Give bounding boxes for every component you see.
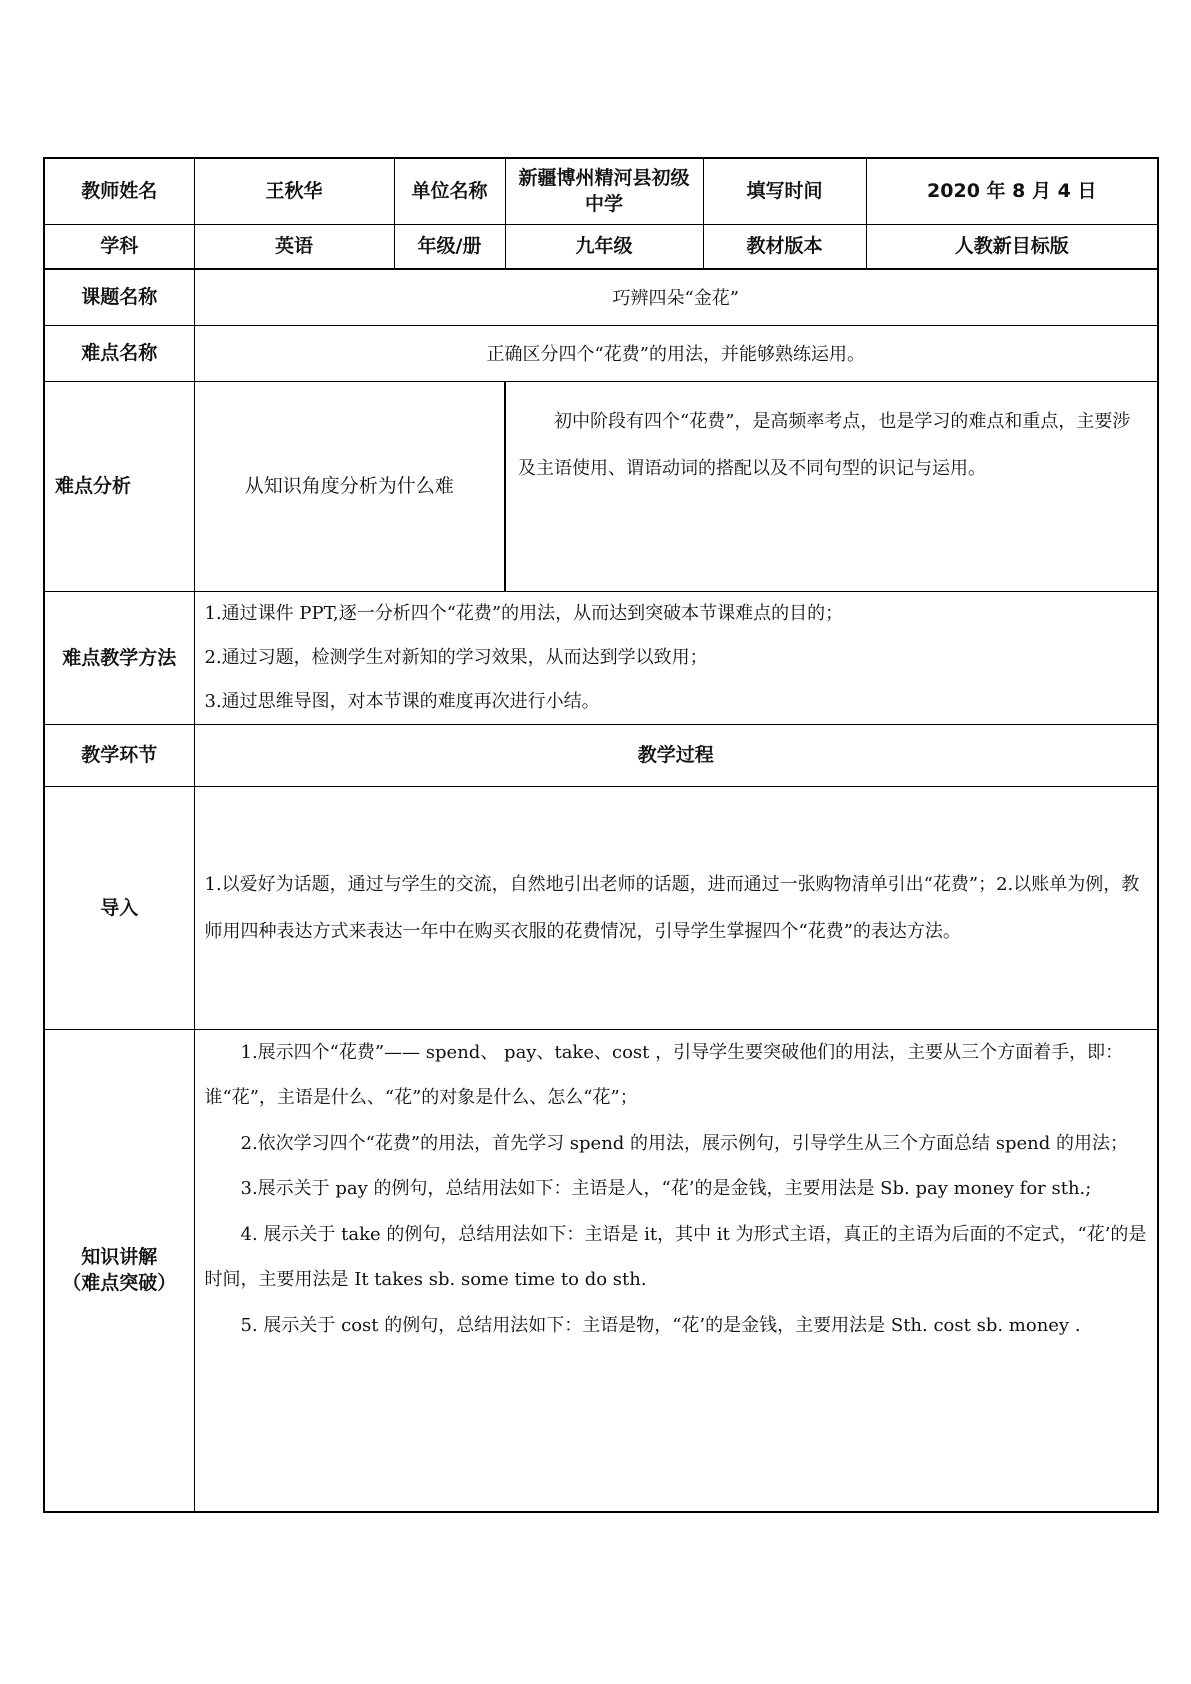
- process-label: 教学过程: [194, 724, 1158, 786]
- difficulty-row: [44, 325, 1158, 381]
- method-label: 难点教学方法: [44, 591, 194, 724]
- method-item: 1.通过课件 PPT,逐一分析四个“花费”的用法，从而达到突破本节课难点的目的；: [204, 602, 844, 624]
- info-row-2: [44, 224, 1158, 269]
- knowledge-label-line2: （难点突破）: [62, 1272, 177, 1295]
- knowledge-label-line1: 知识讲解: [81, 1246, 158, 1269]
- knowledge-item: 1.展示四个“花费”—— spend、 pay、take、cost ，引导学生要突破他们的用法，主要从三个方面着手，即：谁“花”，主语是什么、“花”的对象是什么、怎么“花”；: [204, 1041, 1124, 1108]
- knowledge-text: [194, 1029, 1158, 1512]
- analysis-row: [44, 381, 1158, 591]
- difficulty-label: 难点名称: [44, 325, 194, 381]
- info-row-1: [44, 158, 1158, 224]
- topic-row: [44, 269, 1158, 325]
- knowledge-item: 5. 展示关于 cost 的例句，总结用法如下：主语是物，“花’的是金钱，主要用法是 Sth. cost sb. money .: [240, 1314, 1081, 1336]
- subject-label: 学科: [44, 224, 194, 269]
- method-item: 2.通过习题，检测学生对新知的学习效果，从而达到学以致用；: [204, 646, 708, 668]
- intro-label: 导入: [44, 786, 194, 1029]
- lesson-plan-table: [43, 157, 1159, 1513]
- knowledge-label: [44, 1029, 194, 1512]
- analysis-text: 初中阶段有四个“花费”，是高频率考点，也是学习的难点和重点，主要涉及主语使用、谓语动词的搭配以及不同句型的识记与运用。: [505, 381, 1158, 591]
- knowledge-row: [44, 1029, 1158, 1512]
- process-header-row: [44, 724, 1158, 786]
- difficulty-value: 正确区分四个“花费”的用法，并能够熟练运用。: [194, 325, 1158, 381]
- teacher-value: 王秋华: [194, 158, 394, 224]
- unit-label: 单位名称: [394, 158, 505, 224]
- knowledge-item: 2.依次学习四个“花费”的用法，首先学习 spend 的用法，展示例句，引导学生从三个方面总结 spend 的用法；: [240, 1132, 1129, 1154]
- topic-value: 巧辨四朵“金花”: [194, 269, 1158, 325]
- teacher-label: 教师姓名: [44, 158, 194, 224]
- intro-row: [44, 786, 1158, 1029]
- knowledge-item: 3.展示关于 pay 的例句，总结用法如下：主语是人，“花’的是金钱，主要用法是 Sb. pay money for sth.;: [240, 1178, 1092, 1199]
- grade-label: 年级/册: [394, 224, 505, 269]
- intro-text: 1.以爱好为话题，通过与学生的交流，自然地引出老师的话题，进而通过一张购物清单引出“花费”；2.以账单为例，教师用四种表达方式来表达一年中在购买衣服的花费情况，引导学生掌握四个“花费”的表达方法。: [194, 786, 1158, 1029]
- topic-label: 课题名称: [44, 269, 194, 325]
- stage-label: 教学环节: [44, 724, 194, 786]
- method-row: [44, 591, 1158, 724]
- date-label: 填写时间: [703, 158, 866, 224]
- unit-value: 新疆博州精河县初级中学: [505, 158, 703, 224]
- edition-value: 人教新目标版: [866, 224, 1158, 269]
- analysis-label: 难点分析: [44, 381, 194, 591]
- subject-value: 英语: [194, 224, 394, 269]
- date-value: 2020 年 8 月 4 日: [866, 158, 1158, 224]
- method-item: 3.通过思维导图，对本节课的难度再次进行小结。: [204, 690, 600, 712]
- grade-value: 九年级: [505, 224, 703, 269]
- edition-label: 教材版本: [703, 224, 866, 269]
- analysis-sub-label: 从知识角度分析为什么难: [194, 381, 505, 591]
- knowledge-item: 4. 展示关于 take 的例句，总结用法如下：主语是 it，其中 it 为形式主语，真正的主语为后面的不定式，“花’的是时间，主要用法是 It takes sb. some time to do sth.: [204, 1223, 1147, 1290]
- method-text: [194, 591, 1158, 724]
